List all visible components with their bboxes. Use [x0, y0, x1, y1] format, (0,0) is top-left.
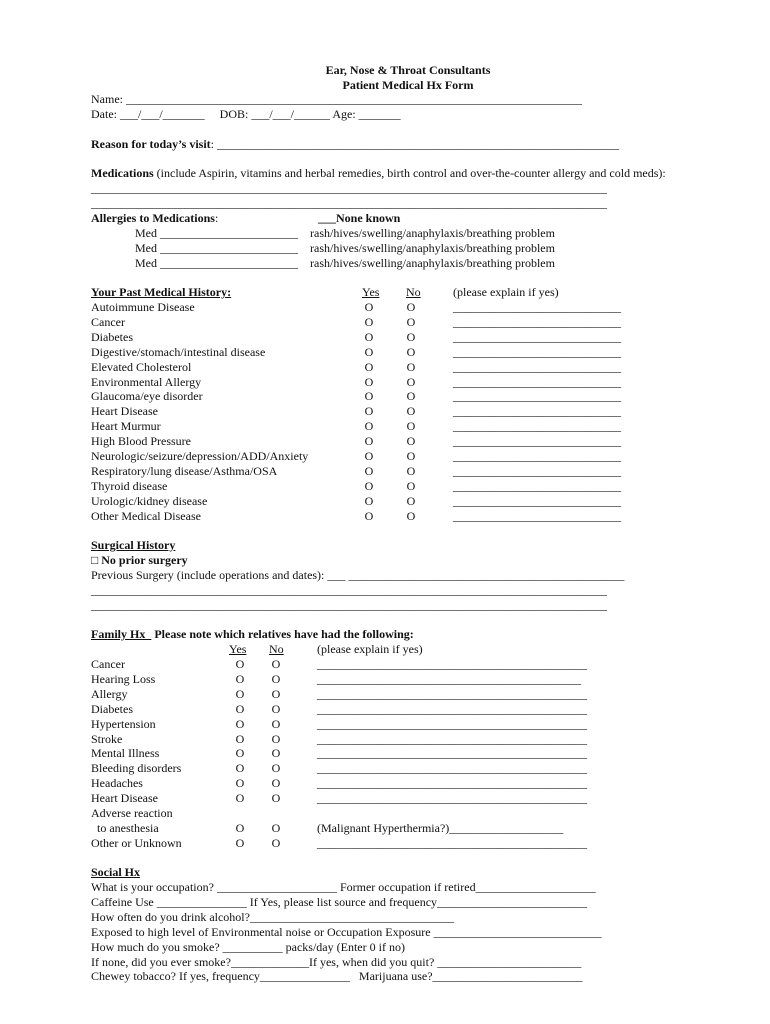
- no-prior-surgery-checkbox[interactable]: □ No prior surgery: [91, 553, 188, 567]
- condition-label: Cancer: [91, 314, 125, 329]
- family-no-radio[interactable]: O: [271, 776, 281, 791]
- surgery-blank-1[interactable]: ______________________________________________________________________________________: [91, 583, 607, 597]
- other-unknown-label: Other or Unknown: [91, 836, 182, 850]
- allergy-reaction-2: rash/hives/swelling/anaphylaxis/breathing problem: [310, 241, 555, 255]
- allergy-med-3[interactable]: Med _______________________: [135, 256, 298, 270]
- allergies-colon: :: [214, 211, 219, 225]
- family-no-radio[interactable]: O: [271, 716, 281, 731]
- adverse-reaction-label: Adverse reaction: [91, 806, 173, 820]
- previous-surgery-field[interactable]: Previous Surgery (include operations and dates): ___ ______________________________________________: [91, 568, 625, 582]
- family-explain-blank[interactable]: _____________________________________________: [317, 761, 587, 776]
- family-yes-radio[interactable]: O: [235, 791, 245, 806]
- family-condition-label: Heart Disease: [91, 791, 158, 806]
- family-no-radio[interactable]: O: [271, 761, 281, 776]
- condition-no-radio[interactable]: O: [406, 434, 416, 449]
- social-question[interactable]: How often do you drink alcohol?__________________________________: [91, 909, 454, 924]
- family-condition-label: Headaches: [91, 776, 143, 791]
- social-question[interactable]: How much do you smoke? __________ packs/day (Enter 0 if no): [91, 939, 405, 954]
- family-yes-radio[interactable]: O: [235, 686, 245, 701]
- family-yes-radio[interactable]: O: [235, 716, 245, 731]
- social-question[interactable]: What is your occupation? ____________________ Former occupation if retired____________________: [91, 880, 596, 894]
- allergies-label: Allergies to Medications: [91, 211, 215, 225]
- family-no-radio[interactable]: O: [271, 657, 281, 671]
- family-yes-radio[interactable]: O: [235, 746, 245, 761]
- condition-explain-blank[interactable]: ____________________________: [453, 300, 621, 314]
- social-question[interactable]: If none, did you ever smoke?_____________If yes, when did you quit? ________________________: [91, 954, 582, 969]
- condition-no-radio[interactable]: O: [406, 389, 416, 404]
- anesthesia-label: to anesthesia: [91, 821, 159, 835]
- past-history-title: Your Past Medical History:: [91, 285, 232, 299]
- social-title: Social Hx: [91, 865, 141, 879]
- condition-yes-radio[interactable]: O: [364, 344, 374, 359]
- condition-explain-blank[interactable]: ____________________________: [453, 314, 621, 329]
- family-no-radio[interactable]: O: [271, 671, 281, 686]
- social-question[interactable]: Caffeine Use _______________ If Yes, please list source and frequency_________________________: [91, 894, 588, 909]
- family-yes-radio[interactable]: O: [235, 701, 245, 716]
- condition-label: High Blood Pressure: [91, 434, 191, 449]
- condition-label: Diabetes: [91, 329, 133, 344]
- condition-yes-radio[interactable]: O: [364, 329, 374, 344]
- medications-label: Medications: [91, 166, 154, 180]
- family-heading: [91, 627, 414, 642]
- allergy-reaction-1: rash/hives/swelling/anaphylaxis/breathing problem: [310, 226, 555, 240]
- family-condition-label: Hypertension: [91, 716, 156, 731]
- family-explain-blank[interactable]: _____________________________________________: [317, 686, 587, 701]
- name-field[interactable]: Name: ____________________________________________________________________________: [91, 92, 582, 106]
- family-explain-blank[interactable]: _____________________________________________: [317, 776, 587, 791]
- condition-explain-blank[interactable]: ____________________________: [453, 374, 621, 389]
- condition-yes-radio[interactable]: O: [364, 449, 374, 463]
- family-title: Family Hx: [91, 627, 152, 641]
- social-question[interactable]: Chewey tobacco? If yes, frequency_______________ Marijuana use?_________________________: [91, 969, 583, 984]
- medications-instructions: (include Aspirin, vitamins and herbal remedies, birth control and over-the-counter allergy and cold meds):: [153, 166, 666, 180]
- family-no-radio[interactable]: O: [271, 701, 281, 716]
- condition-no-radio[interactable]: O: [406, 419, 416, 434]
- condition-no-radio[interactable]: O: [406, 344, 416, 359]
- condition-label: Thyroid disease: [91, 478, 168, 493]
- condition-explain-blank[interactable]: ____________________________: [453, 389, 621, 404]
- family-yes-radio[interactable]: O: [235, 671, 245, 686]
- family-explain-blank[interactable]: _____________________________________________: [317, 746, 587, 761]
- form-subtitle: Patient Medical Hx Form: [342, 78, 474, 92]
- reason-line[interactable]: : ___________________________________________________________________: [210, 137, 620, 151]
- condition-label: Heart Disease: [91, 404, 158, 419]
- condition-no-radio[interactable]: O: [406, 463, 416, 478]
- condition-explain-blank[interactable]: ____________________________: [453, 478, 621, 493]
- condition-label: Other Medical Disease: [91, 508, 201, 523]
- family-condition-label: Stroke: [91, 731, 123, 746]
- condition-yes-radio[interactable]: O: [364, 404, 374, 419]
- family-explain-blank[interactable]: _____________________________________________: [317, 701, 587, 716]
- family-condition-label: Diabetes: [91, 701, 133, 716]
- family-explain-blank[interactable]: _____________________________________________: [317, 657, 587, 671]
- condition-yes-radio[interactable]: O: [364, 463, 374, 478]
- condition-explain-blank[interactable]: ____________________________: [453, 404, 621, 419]
- condition-no-radio[interactable]: O: [406, 359, 416, 374]
- malignant-hyperthermia-field[interactable]: (Malignant Hyperthermia?)___________________: [317, 821, 564, 835]
- family-explain-blank[interactable]: _____________________________________________: [317, 791, 587, 806]
- family-yes-radio[interactable]: O: [235, 776, 245, 791]
- family-no-radio[interactable]: O: [271, 791, 281, 806]
- condition-no-radio[interactable]: O: [406, 508, 416, 523]
- condition-label: Digestive/stomach/intestinal disease: [91, 344, 266, 359]
- family-condition-label: Bleeding disorders: [91, 761, 182, 776]
- medications-blank-1[interactable]: ______________________________________________________________________________________: [91, 181, 607, 195]
- condition-yes-radio[interactable]: O: [364, 374, 374, 389]
- medications-blank-2[interactable]: ______________________________________________________________________________________: [91, 196, 607, 210]
- condition-label: Urologic/kidney disease: [91, 493, 208, 508]
- condition-explain-blank[interactable]: ____________________________: [453, 493, 621, 508]
- family-explain-blank[interactable]: ____________________________________________: [317, 671, 581, 686]
- family-explain-blank[interactable]: _____________________________________________: [317, 716, 587, 731]
- family-no-radio[interactable]: O: [271, 746, 281, 761]
- family-condition-label: Hearing Loss: [91, 671, 156, 686]
- condition-yes-radio[interactable]: O: [364, 478, 374, 493]
- surgical-title: Surgical History: [91, 538, 176, 552]
- anesthesia-yes-radio[interactable]: O: [235, 821, 245, 835]
- family-note: Please note which relatives have had the following:: [151, 627, 414, 641]
- family-no-radio[interactable]: O: [271, 731, 281, 746]
- condition-yes-radio[interactable]: O: [364, 389, 374, 404]
- none-known-option[interactable]: ___None known: [318, 211, 401, 225]
- anesthesia-no-radio[interactable]: O: [271, 821, 281, 835]
- condition-yes-radio[interactable]: O: [364, 359, 374, 374]
- medications-section: [91, 166, 666, 181]
- family-yes-radio[interactable]: O: [235, 731, 245, 746]
- condition-no-radio[interactable]: O: [406, 493, 416, 508]
- family-no-header: No: [269, 642, 284, 656]
- other-explain-blank[interactable]: _____________________________________________: [317, 836, 587, 850]
- other-yes-radio[interactable]: O: [235, 836, 245, 850]
- reason-label: Reason for today’s visit: [91, 137, 211, 151]
- allergy-reaction-3: rash/hives/swelling/anaphylaxis/breathing problem: [310, 256, 555, 270]
- condition-label: Respiratory/lung disease/Asthma/OSA: [91, 463, 278, 478]
- condition-label: Elevated Cholesterol: [91, 359, 192, 374]
- condition-yes-radio[interactable]: O: [364, 493, 374, 508]
- condition-yes-radio[interactable]: O: [364, 300, 374, 314]
- condition-yes-radio[interactable]: O: [364, 434, 374, 449]
- family-yes-radio[interactable]: O: [235, 761, 245, 776]
- condition-no-radio[interactable]: O: [406, 300, 416, 314]
- past-history-explain-header: (please explain if yes): [453, 285, 559, 299]
- condition-label: Autoimmune Disease: [91, 300, 195, 314]
- condition-yes-radio[interactable]: O: [364, 419, 374, 434]
- form-title: Ear, Nose & Throat Consultants: [325, 63, 491, 77]
- condition-no-radio[interactable]: O: [406, 374, 416, 389]
- condition-label: Heart Murmur: [91, 419, 161, 434]
- condition-no-radio[interactable]: O: [406, 449, 416, 463]
- condition-no-radio[interactable]: O: [406, 404, 416, 419]
- condition-explain-blank[interactable]: ____________________________: [453, 508, 621, 523]
- condition-explain-blank[interactable]: ____________________________: [453, 434, 621, 449]
- allergies-heading: [91, 211, 218, 226]
- family-yes-radio[interactable]: O: [235, 657, 245, 671]
- allergy-med-2[interactable]: Med _______________________: [135, 241, 298, 255]
- condition-yes-radio[interactable]: O: [364, 314, 374, 329]
- family-condition-label: Cancer: [91, 657, 125, 671]
- family-condition-label: Mental Illness: [91, 746, 160, 761]
- family-explain-blank[interactable]: _____________________________________________: [317, 731, 587, 746]
- condition-explain-blank[interactable]: ____________________________: [453, 329, 621, 344]
- date-dob-age-fields[interactable]: Date: ___/___/_______ DOB: ___/___/______ Age: _______: [91, 107, 401, 121]
- other-no-radio[interactable]: O: [271, 836, 281, 850]
- condition-label: Environmental Allergy: [91, 374, 202, 389]
- allergy-med-1[interactable]: Med _______________________: [135, 226, 298, 240]
- social-question[interactable]: Exposed to high level of Environmental noise or Occupation Exposure ____________________________: [91, 924, 602, 939]
- past-history-no-header: No: [406, 285, 421, 299]
- condition-label: Neurologic/seizure/depression/ADD/Anxiety: [91, 449, 309, 463]
- condition-label: Glaucoma/eye disorder: [91, 389, 203, 404]
- family-condition-label: Allergy: [91, 686, 128, 701]
- family-no-radio[interactable]: O: [271, 686, 281, 701]
- condition-no-radio[interactable]: O: [406, 478, 416, 493]
- reason-for-visit[interactable]: [91, 137, 619, 152]
- condition-explain-blank[interactable]: ____________________________: [453, 449, 621, 463]
- family-explain-header: (please explain if yes): [317, 642, 423, 656]
- family-yes-header: Yes: [229, 642, 247, 656]
- surgery-blank-2[interactable]: ______________________________________________________________________________________: [91, 598, 607, 612]
- condition-explain-blank[interactable]: ____________________________: [453, 344, 621, 359]
- condition-explain-blank[interactable]: ____________________________: [453, 419, 621, 434]
- condition-no-radio[interactable]: O: [406, 329, 416, 344]
- past-history-yes-header: Yes: [362, 285, 380, 299]
- condition-no-radio[interactable]: O: [406, 314, 416, 329]
- condition-explain-blank[interactable]: ____________________________: [453, 359, 621, 374]
- condition-yes-radio[interactable]: O: [364, 508, 374, 523]
- condition-explain-blank[interactable]: ____________________________: [453, 463, 621, 478]
